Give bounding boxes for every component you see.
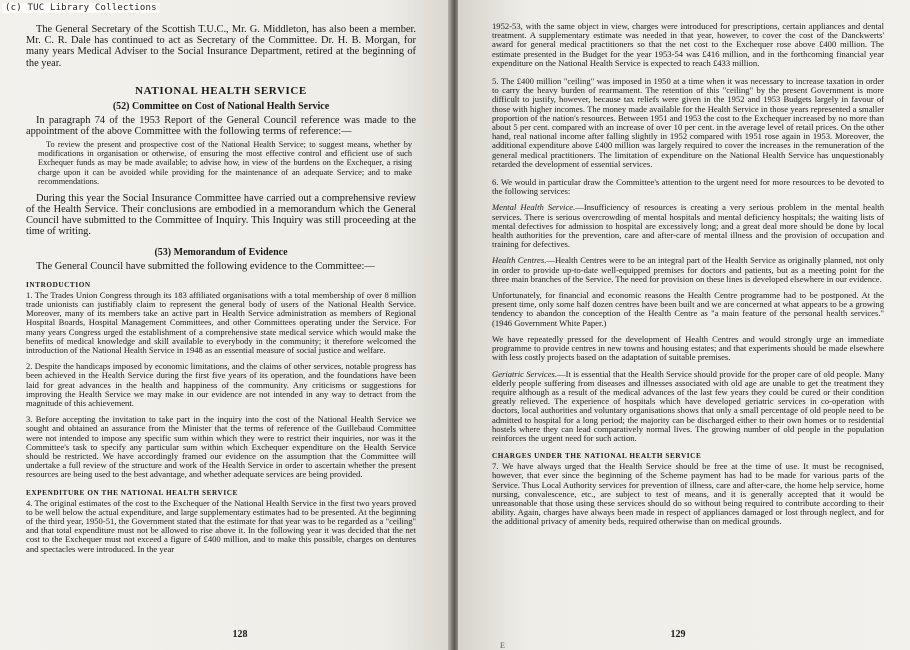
health-centres-paragraph: [492, 256, 884, 284]
right-page-number: 129: [670, 629, 686, 640]
watermark: (c) TUC Library Collections: [2, 3, 160, 13]
repeatedly-paragraph: We have repeatedly pressed for the development of Health Centres and would strongly urge an immediate programme to provide centres in new towns and housing estates; and that experiments should be made elsewhere with less costly projects based on the adaptation of suitable premises.: [492, 333, 884, 363]
charges-heading: CHARGES UNDER THE NATIONAL HEALTH SERVICE: [492, 452, 702, 461]
unfortunately-paragraph: Unfortunately, for financial and economic reasons the Health Centre programme had to be postponed. At the present time, only some half dozen centres have been built and we are concerned at what appears to be a growing tendency to abandon the conception of the Health Centre as "a main feature of the personal health services." (1946 Government White Paper.): [492, 290, 884, 328]
paragraph-52: In paragraph 74 of the 1953 Report of the General Council reference was made to the appointment of the above Committee with the following terms of reference:—: [26, 114, 416, 138]
expenditure-heading: EXPENDITURE ON THE NATIONAL HEALTH SERVICE: [26, 488, 238, 497]
evidence-para-7: 7. We have always urged that the Health Service should be free at the time of use. It must be recognised, however, that ever since the beginning of the Scheme payment has had to be made for various parts of the Service. Thus Local Authority services for prevention of illness, care and after-care, the home help service, home nursing, convalescence, etc., are subject to test of means, and it is generally accepted that it would be unreasonable that those using these services should do so without being required to contribute according to their ability. Again, charges have always been made in respect of appliances damaged or lost through neglect, and for the additional privacy of amenity beds, required otherwise than on medical grounds.: [492, 461, 884, 527]
continued-para-4: 1952-53, with the same object in view, charges were introduced for prescriptions, certain appliances and dental treatment. A supplementary estimate was needed in that year, however, to cover the cost of the Danckwerts' award for general medical practitioners so that the net cost to the Exchequer rose above £400 million. The estimate presented in the Budget for the year 1953-54 was £416 million, and in the forthcoming financial year expenditure on the National Health Service is expected to reach £433 million.: [492, 21, 884, 68]
left-column: [26, 24, 416, 554]
introduction-heading: INTRODUCTION: [26, 280, 91, 289]
mental-health-text: —Insufficiency of resources is creating a very serious problem in the mental health services. There is serious overcrowding of mental hospitals and mental deficiency hospitals; the waiting lists of mental defectives for admission to hospital are excessively long; and a great deal more should be done by local health authorities for the prevention, care and after-care of mental illness and the provision of occupation and training for defectives.: [492, 202, 884, 250]
paragraph-53: The General Council have submitted the following evidence to the Committee:—: [36, 260, 375, 272]
evidence-para-2: 2. Despite the handicaps imposed by economic limitations, and the claims of other services, notable progress has been achieved in the Health Service during the first five years of its operation, and the foundations have been laid for great advances in the health and happiness of the community. Any criticisms or suggestions for improving the Health Service we may make in our evidence are not intended in any way to detract from the magnitude of this achievement.: [26, 361, 416, 408]
evidence-para-1: 1. The Trades Union Congress through its 183 affiliated organisations with a total membership of over 8 million trade unionists can justifiably claim to represent the general body of users of the National Health Service. Moreover, many of its members take an active part in Health Service administration as members of Regional Hospital Boards, Hospital Management Committees, and other Committees operating under the Service. For many years Congress urged the establishment of a comprehensive state medical service which would make the benefits of medical knowledge and skill available to everybody in the community; it therefore welcomed the introduction of the National Health Service in 1948 as an essential measure of social justice and welfare.: [26, 289, 416, 355]
evidence-para-4: 4. The original estimates of the cost to the Exchequer of the National Health Service in the first two years proved to be well below the actual expenditure, and large supplementary estimates had to be presented. At the beginning of the third year, 1950-51, the Government stated that the estimate for that year was to be regarded as a "ceiling" and that total expenditure must not be allowed to rise above it. In the following year it was decided that the net cost to the Exchequer must not exceed a figure of £400 million, and to make this possible, charges on dentures and spectacles were introduced. In the year: [26, 497, 416, 554]
evidence-para-5: 5. The £400 million "ceiling" was imposed in 1950 at a time when it was necessary to increase taxation in order to carry the heavy burden of rearmament. The retention of this "ceiling" by the present Government is more difficult to justify, however, because tax reliefs were given in the 1952 and 1953 Budgets largely in favour of those with higher incomes. The money made available for the Health Service in those years represented a smaller proportion of the nation's resources. Between 1951 and 1953 the cost to the Exchequer increased by no more than about 5 per cent. compared with an increase of over 10 per cent. in the average level of retail prices. On the other hand, real national income after falling slightly in 1952 compared with 1951 rose again in 1953. Moreover, the additional expenditure above £400 million was largely required to cover the increases in the remuneration of the general medical practitioners. The limitation of expenditure on the National Health Service has unquestionably retarded the development of essential services.: [492, 76, 884, 169]
subheading-52: (52) Committee on Cost of National Health Service: [112, 100, 330, 112]
right-column: [492, 22, 884, 527]
geriatric-title: Geriatric Services.: [492, 368, 558, 379]
mental-health-paragraph: [492, 203, 884, 249]
paragraph-52b: During this year the Social Insurance Committee have carried out a comprehensive review of the Health Service. Their conclusions are embodied in a memorandum which the General Council have submitted to the Committee of Inquiry. This Inquiry was still proceeding at the time of writing.: [26, 192, 416, 238]
bottom-signature-mark: E: [500, 641, 505, 650]
left-page-number: 128: [232, 629, 248, 640]
health-centres-text: —Health Centres were to be an integral part of the Health Service as originally planned, not only in order to provide up-to-date well-equipped premises for doctors and patients, but as a meeting point for the three main branches of the Service. The need for provision on these lines is developed elsewhere in our evidence.: [492, 255, 884, 284]
right-page: [458, 0, 910, 650]
health-centres-title: Health Centres.: [492, 255, 547, 266]
geriatric-paragraph: [492, 370, 884, 444]
geriatric-text: —It is essential that the Health Service should provide for the proper care of old people. Many elderly people suffering from diseases and illnesses associated with old age are unable to get the treatment they require although as a result of the medical advances of the last few years they could be cured or their condition greatly relieved. The experience of hospitals which have developed geriatric services in co-operation with doctors, local authorities and voluntary organisations shows that only a small percentage of old people need to be admitted to hospital for a long period; the majority can be discharged either to their own homes or to residential hostels where they can lead comparatively normal lives. The growing number of old people in the population reinforces the urgent need for such action.: [492, 368, 884, 443]
subheading-53: (53) Memorandum of Evidence: [154, 246, 288, 258]
left-intro-paragraph: The General Secretary of the Scottish T.U.C., Mr. G. Middleton, has also been a member. Mr. C. R. Dale has continued to act as Secretary of the Committee. Dr. H. B. Morgan, for many years Medical Adviser to the Social Insurance Department, retired at the beginning of the year.: [26, 24, 416, 69]
evidence-para-6: 6. We would in particular draw the Committee's attention to the urgent need for more resources to be devoted to the following services:: [492, 177, 884, 197]
terms-of-reference-quote: To review the present and prospective cost of the National Health Service; to suggest means, whether by modifications in organisation or otherwise, of ensuring the most effective control and efficient use of such Exchequer funds as may be made available; to advise how, in view of the burdens on the Exchequer, a rising charge upon it can be avoided while providing for the maintenance of an adequate Service; and to make recommendations.: [38, 140, 412, 186]
mental-health-title: Mental Health Service.: [492, 202, 576, 213]
evidence-para-3: 3. Before accepting the invitation to take part in the inquiry into the cost of the National Health Service we sought and obtained an assurance from the Minister that the terms of reference of the Guillebaud Committee were not intended to impose any specific sum within which they were to restrict their inquiries, nor was it the Committee's task to specify any particular sum within which Exchequer expenditure on the Health Service should be restricted. We have accordingly framed our evidence on the assumption that the Committee will undertake a full review of the structure and work of the Health Service in order to ascertain whether the present resources are being used to the best advantage, and whether adequate services are being provided.: [26, 414, 416, 480]
left-page: [0, 0, 452, 650]
section-heading: NATIONAL HEALTH SERVICE: [135, 84, 307, 97]
